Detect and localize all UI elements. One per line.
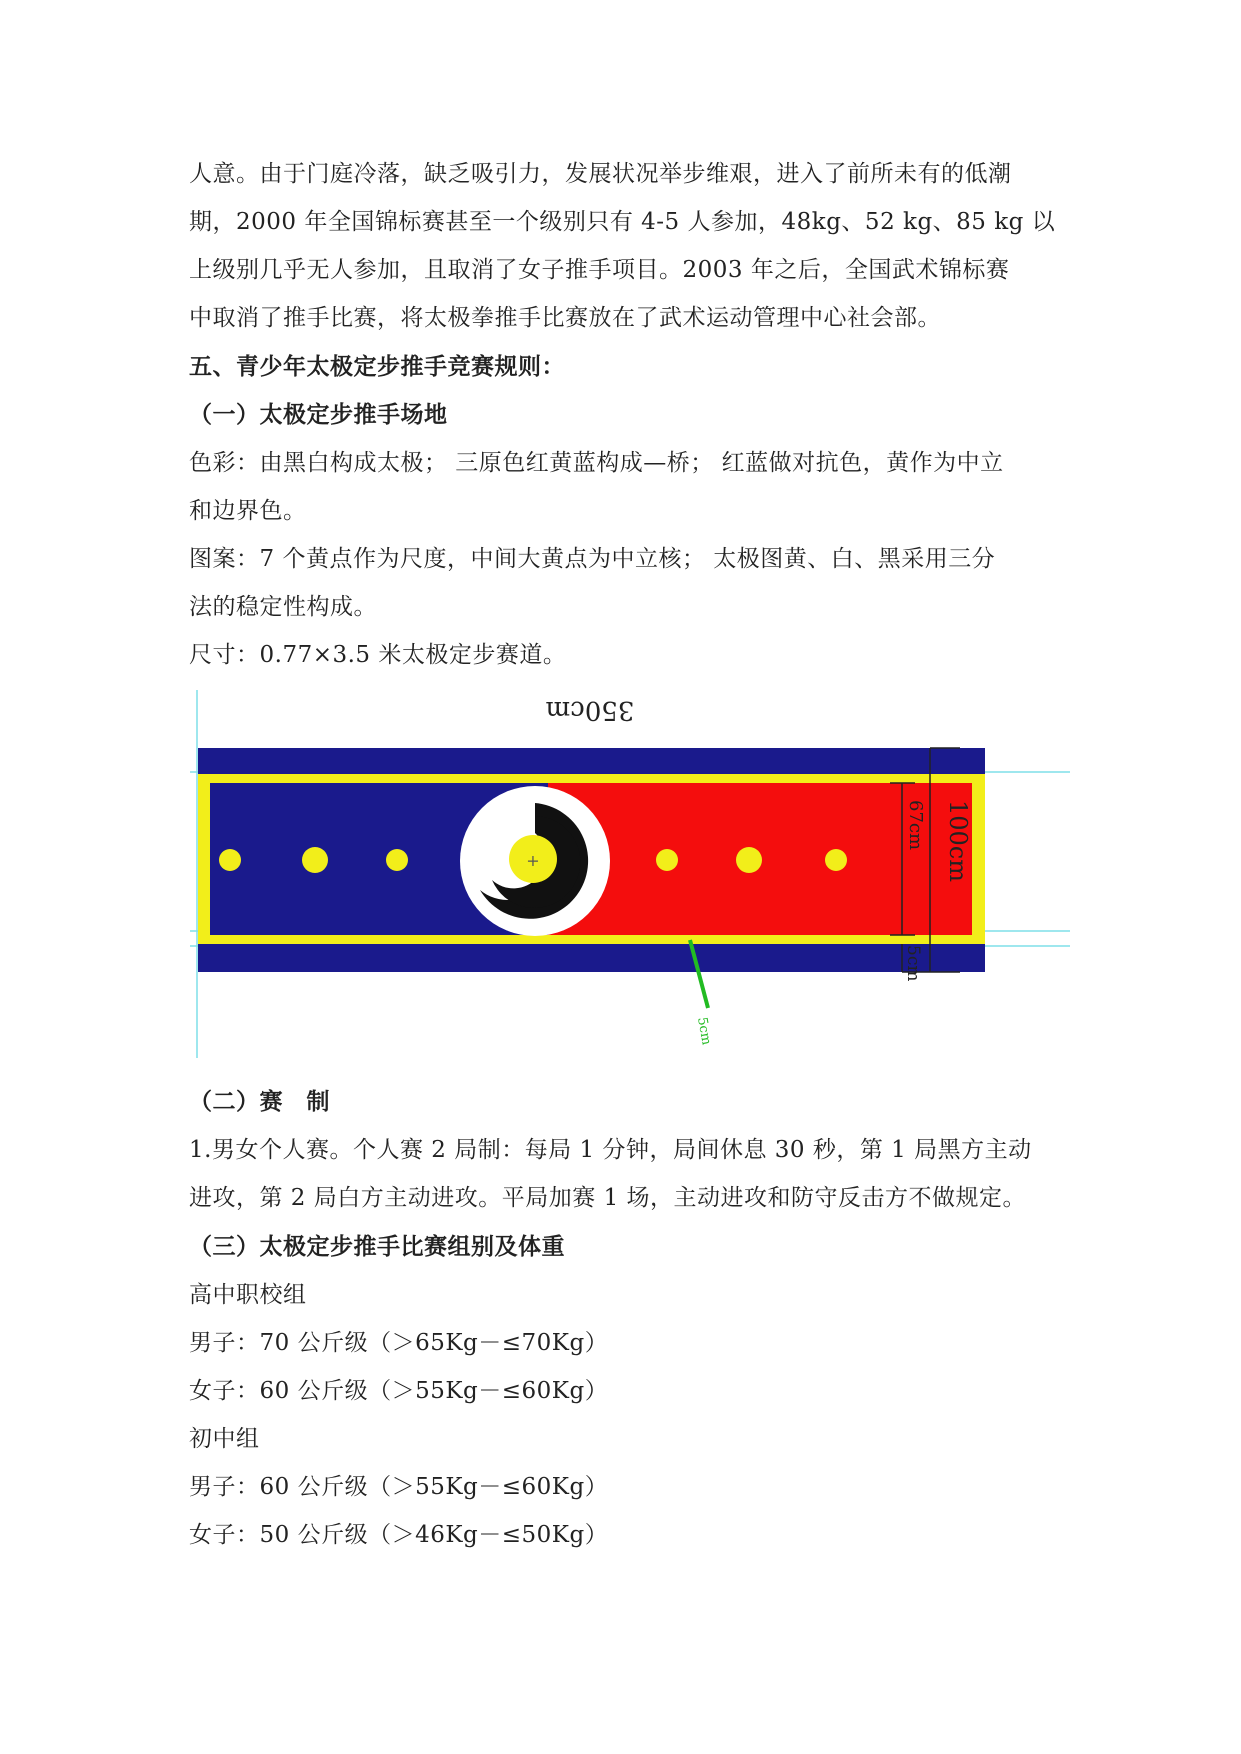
section-title: 五、青少年太极定步推手竞赛规则： (189, 354, 565, 380)
width-label: 100cm (944, 800, 972, 883)
scale-dot (656, 849, 678, 871)
pattern-line: 法的稳定性构成。 (189, 594, 377, 620)
size-line: 尺寸：0.77×3.5 米太极定步赛道。 (189, 642, 567, 668)
scale-dot (219, 849, 241, 871)
scale-dot (825, 849, 847, 871)
color-line: 色彩：由黑白构成太极； 三原色红黄蓝构成—桥； 红蓝做对抗色，黄作为中立 (189, 450, 1004, 476)
group-male: 男子：70 公斤级（＞65Kg－≤70Kg） (189, 1330, 609, 1356)
body-line: 中取消了推手比赛，将太极拳推手比赛放在了武术运动管理中心社会部。 (189, 305, 941, 331)
court-diagram (190, 690, 1090, 1070)
scale-dot (386, 849, 408, 871)
group-female: 女子：50 公斤级（＞46Kg－≤50Kg） (189, 1522, 609, 1548)
subsection-title: （三）太极定步推手比赛组别及体重 (189, 1234, 565, 1260)
rule-line: 1.男女个人赛。个人赛 2 局制：每局 1 分钟，局间休息 30 秒，第 1 局黑方主动 (189, 1137, 1032, 1163)
group-name: 高中职校组 (189, 1282, 307, 1308)
center-mark-icon: + (526, 851, 540, 870)
body-line: 人意。由于门庭冷落，缺乏吸引力，发展状况举步维艰，进入了前所未有的低潮 (189, 161, 1012, 187)
body-line: 期，2000 年全国锦标赛甚至一个级别只有 4-5 人参加，48kg、52 kg、85 kg 以 (189, 209, 1056, 235)
pattern-line: 图案：7 个黄点作为尺度，中间大黄点为中立核； 太极图黄、白、黑采用三分 (189, 546, 996, 572)
body-line: 上级别几乎无人参加，且取消了女子推手项目。2003 年之后，全国武术锦标赛 (189, 257, 1010, 283)
border-width-label: 5cm (903, 945, 923, 982)
scale-dot (302, 847, 328, 873)
group-name: 初中组 (189, 1426, 260, 1452)
green-pointer-label: 5cm (694, 1016, 714, 1047)
subsection-title: （一）太极定步推手场地 (189, 402, 448, 428)
scale-dot (736, 847, 762, 873)
color-line: 和边界色。 (189, 498, 307, 524)
rule-line: 进攻，第 2 局白方主动进攻。平局加赛 1 场，主动进攻和防守反击方不做规定。 (189, 1185, 1027, 1211)
subsection-title: （二）赛 制 (189, 1089, 330, 1115)
length-label: 350cm (545, 695, 635, 725)
group-female: 女子：60 公斤级（＞55Kg－≤60Kg） (189, 1378, 609, 1404)
inner-width-label: 67cm (905, 800, 926, 851)
group-male: 男子：60 公斤级（＞55Kg－≤60Kg） (189, 1474, 609, 1500)
